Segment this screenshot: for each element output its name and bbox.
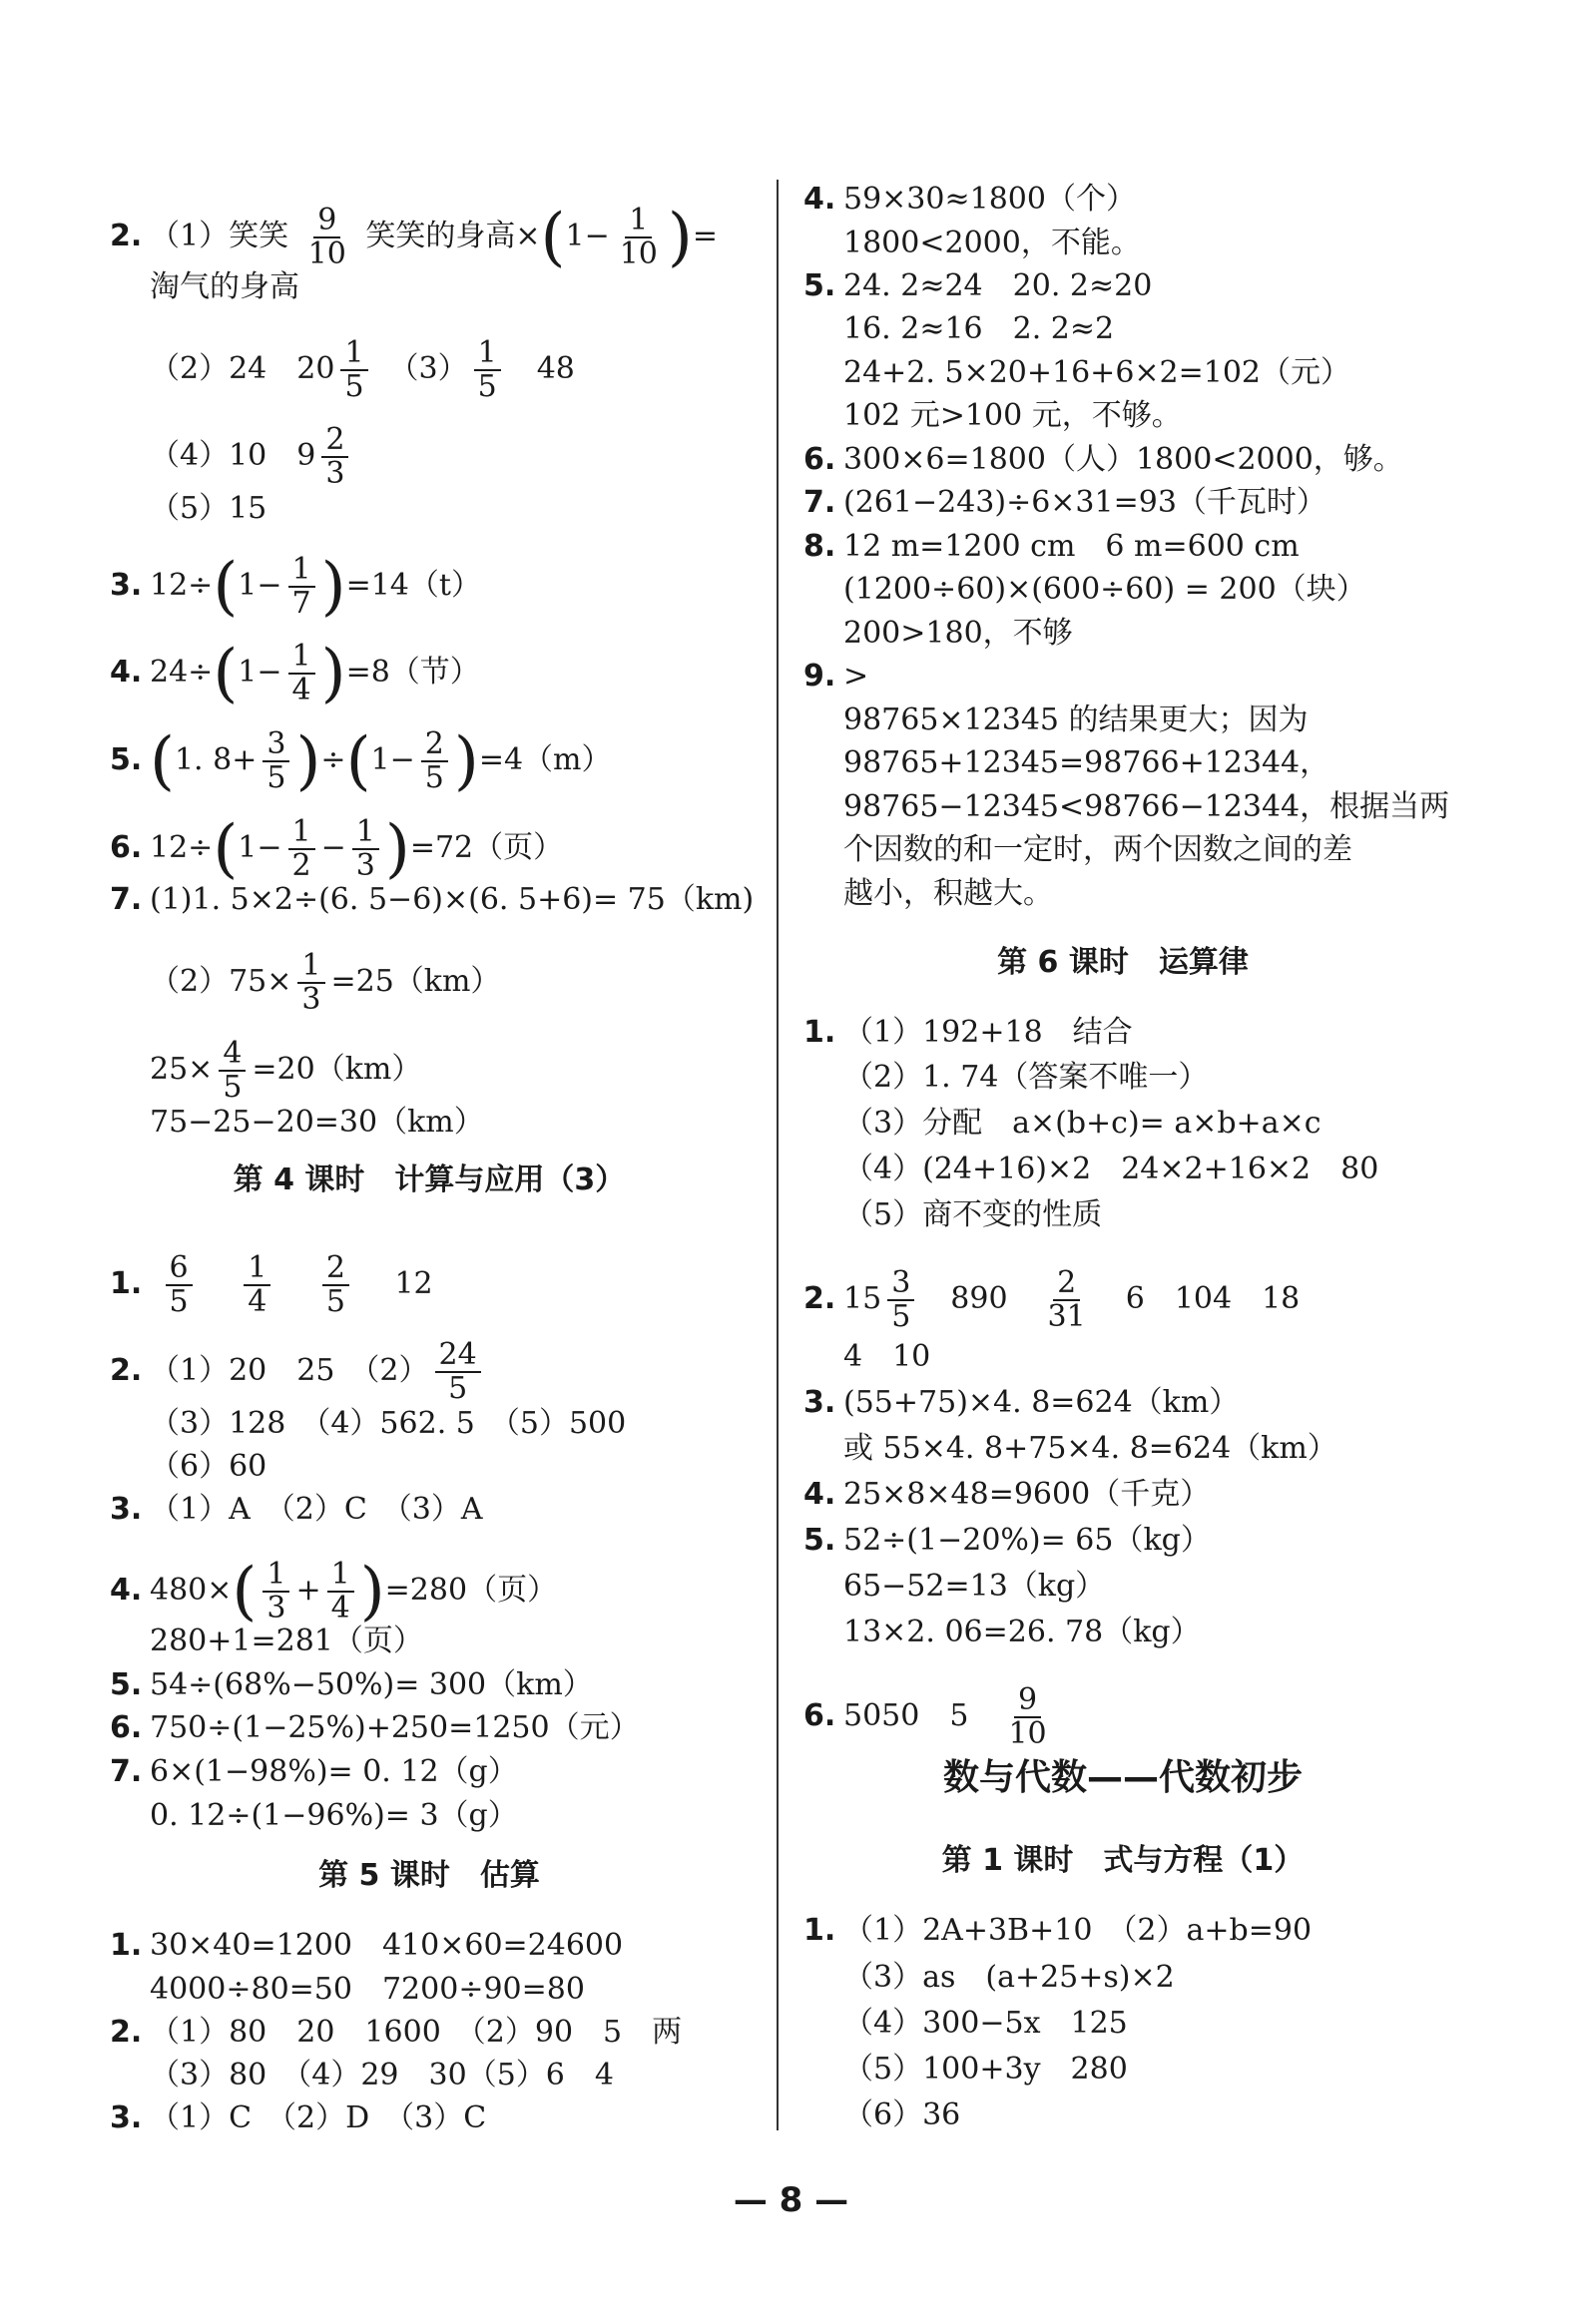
section6-answer-6: 6. 5050 5 $\frac{9}{10}$ bbox=[803, 1684, 1057, 1750]
answer-2-part-1-cont: 淘气的身高 bbox=[150, 269, 299, 304]
answer-5-line-3: 24+2. 5×20+16+6×2=102（元） bbox=[843, 355, 1351, 390]
fraction: $\frac{2}{3}$ bbox=[321, 424, 348, 490]
algebra-answer-1-line-5: （6）36 bbox=[843, 2097, 961, 2132]
fraction: $\frac{6}{5}$ bbox=[166, 1252, 193, 1318]
section5-answer-1: 1. 30×40=1200 410×60=24600 bbox=[110, 1928, 624, 1963]
answer-2-part-1: 2. （1）笑笑 $\frac{9}{10}$ 笑笑的身高×(1− $\frac{1}{10}$ )= bbox=[110, 201, 719, 274]
section4-answer-3: 3. （1）A （2）C （3）A bbox=[110, 1492, 483, 1527]
section6-answer-2: 2. 15 $\frac{3}{5}$ 890 $\frac{2}{31}$ 6 104 18 bbox=[803, 1265, 1301, 1334]
answer-4-line-2: 1800<2000，不能。 bbox=[843, 226, 1141, 260]
fraction: $\frac{9}{10}$ bbox=[307, 203, 346, 271]
answer-9-line-5: 个因数的和一定时，两个因数之间的差 bbox=[843, 832, 1352, 867]
section6-answer-4: 4. 25×8×48=9600（千克） bbox=[803, 1477, 1211, 1512]
fraction: $\frac{4}{5}$ bbox=[219, 1038, 246, 1104]
section6-answer-5-line-3: 13×2. 06=26. 78（kg） bbox=[843, 1615, 1201, 1649]
fraction: $\frac{2}{5}$ bbox=[421, 728, 448, 794]
section6-answer-2-line-2: 4 10 bbox=[843, 1339, 931, 1374]
answer-9-line-3: 98765+12345=98766+12344， bbox=[843, 745, 1330, 780]
fraction: $\frac{1}{3}$ bbox=[263, 1559, 289, 1625]
section4-answer-7-line-2: 0. 12÷(1−96%)= 3（g） bbox=[150, 1798, 518, 1833]
fraction: $\frac{24}{5}$ bbox=[435, 1339, 481, 1405]
answer-2-part-2: （2）24 20 $\frac{1}{5}$ （3） $\frac{1}{5}$ 48 bbox=[150, 335, 575, 404]
section5-answer-2-line-2: （3）80 （4）29 30（5）6 4 bbox=[150, 2058, 614, 2092]
fraction: $\frac{1}{3}$ bbox=[352, 816, 379, 882]
section6-answer-1-line-3: （3）分配 a×(b+c)= a×b+a×c bbox=[843, 1106, 1321, 1141]
fraction: $\frac{2}{31}$ bbox=[1047, 1265, 1086, 1334]
fraction: $\frac{1}{5}$ bbox=[340, 337, 367, 403]
answer-8-line-2: (1200÷60)×(600÷60) = 200（块） bbox=[843, 572, 1366, 607]
algebra-answer-1-line-2: （3）as (a+25+s)×2 bbox=[843, 1960, 1175, 1995]
section6-answer-1-line-2: （2）1. 74（答案不唯一） bbox=[843, 1060, 1209, 1095]
answer-8-line-3: 200>180，不够 bbox=[843, 616, 1073, 651]
answer-7: 7. (261−243)÷6×31=93（千瓦时） bbox=[803, 485, 1326, 520]
chapter-heading: 数与代数——代数初步 bbox=[942, 1757, 1303, 1798]
section5-answer-2: 2. （1）80 20 1600 （2）90 5 两 bbox=[110, 2015, 683, 2050]
fraction: $\frac{1}{4}$ bbox=[288, 641, 315, 706]
section6-answer-5-line-2: 65−52=13（kg） bbox=[843, 1569, 1106, 1604]
answer-5-line-4: 102 元>100 元，不够。 bbox=[843, 398, 1182, 433]
answer-9-line-6: 越小，积越大。 bbox=[843, 876, 1053, 911]
fraction: $\frac{1}{7}$ bbox=[288, 554, 315, 620]
algebra-answer-1-line-4: （5）100+3y 280 bbox=[843, 2052, 1128, 2087]
section4-answer-2-line-2: （3）128 （4）562. 5 （5）500 bbox=[150, 1406, 627, 1441]
answer-6: 6. 300×6=1800（人）1800<2000，够。 bbox=[803, 442, 1403, 477]
answer-9-line-2: 98765×12345 的结果更大；因为 bbox=[843, 702, 1309, 737]
section4-answer-2-line-3: （6）60 bbox=[150, 1449, 267, 1484]
answer-4: 4. 59×30≈1800（个） bbox=[803, 182, 1136, 217]
section4-answer-1: 1. $\frac{6}{5}$ $\frac{1}{4}$ $\frac{2}{5}$ 12 bbox=[110, 1250, 433, 1319]
fraction: $\frac{1}{5}$ bbox=[474, 337, 501, 403]
column-divider bbox=[777, 180, 779, 2130]
section6-answer-3-line-2: 或 55×4. 8+75×4. 8=624（km） bbox=[843, 1431, 1337, 1466]
fraction: $\frac{3}{5}$ bbox=[263, 728, 289, 794]
section-heading: 第 6 课时 运算律 bbox=[997, 945, 1249, 980]
section6-answer-3: 3. (55+75)×4. 8=624（km） bbox=[803, 1385, 1240, 1420]
answer-5: 5. 24. 2≈24 20. 2≈20 bbox=[803, 268, 1153, 303]
fraction: $\frac{9}{10}$ bbox=[1008, 1682, 1047, 1751]
answer-2-part-5: （5）15 bbox=[150, 491, 267, 526]
fraction: $\frac{1}{4}$ bbox=[244, 1252, 270, 1318]
algebra-answer-1: 1. （1）2A+3B+10 （2）a+b=90 bbox=[803, 1913, 1313, 1948]
answer-3: 3. 12÷(1− $\frac{1}{7}$ )=14（t） bbox=[110, 550, 481, 624]
answer-9-line-4: 98765−12345<98766−12344，根据当两 bbox=[843, 789, 1450, 824]
answer-5: 5. (1. 8+ $\frac{3}{5}$ )÷(1− $\frac{2}{5}$ )=4（m） bbox=[110, 724, 612, 798]
section-heading: 第 1 课时 式与方程（1） bbox=[941, 1843, 1305, 1878]
fraction: $\frac{2}{5}$ bbox=[322, 1252, 349, 1318]
answer-4: 4. 24÷(1− $\frac{1}{4}$ )=8（节） bbox=[110, 637, 480, 710]
section4-answer-7: 7. 6×(1−98%)= 0. 12（g） bbox=[110, 1754, 518, 1789]
fraction: $\frac{1}{2}$ bbox=[288, 816, 315, 882]
answer-6: 6. 12÷(1− $\frac{1}{2}$ − $\frac{1}{3}$ )=72（页） bbox=[110, 812, 564, 886]
section4-answer-5: 5. 54÷(68%−50%)= 300（km） bbox=[110, 1667, 593, 1702]
section6-answer-1-line-4: （4）(24+16)×2 24×2+16×2 80 bbox=[843, 1152, 1379, 1186]
section6-answer-5: 5. 52÷(1−20%)= 65（kg） bbox=[803, 1523, 1211, 1558]
fraction: $\frac{1}{10}$ bbox=[619, 203, 658, 271]
answer-7-line-1: 7. (1)1. 5×2÷(6. 5−6)×(6. 5+6)= 75（km) bbox=[110, 882, 755, 917]
section4-answer-4-line-2: 280+1=281（页） bbox=[150, 1624, 423, 1658]
section5-answer-3: 3. （1）C （2）D （3）C bbox=[110, 2100, 487, 2135]
answer-8: 8. 12 m=1200 cm 6 m=600 cm bbox=[803, 529, 1300, 564]
section6-answer-1-line-5: （5）商不变的性质 bbox=[843, 1197, 1103, 1232]
answer-7-line-2: （2）75× $\frac{1}{3}$ =25（km） bbox=[150, 948, 501, 1017]
section-heading: 第 4 课时 计算与应用（3） bbox=[233, 1162, 626, 1197]
section4-answer-4: 4. 480×( $\frac{1}{3}$ + $\frac{1}{4}$ )=280（页） bbox=[110, 1555, 558, 1628]
page-number: — 8 — bbox=[733, 2180, 849, 2220]
question-number: 2. bbox=[110, 219, 143, 253]
algebra-answer-1-line-3: （4）300−5x 125 bbox=[843, 2006, 1128, 2041]
fraction: $\frac{1}{3}$ bbox=[297, 950, 324, 1016]
answer-7-line-3: 25× $\frac{4}{5}$ =20（km） bbox=[150, 1036, 422, 1105]
section5-answer-1-line-2: 4000÷80=50 7200÷90=80 bbox=[150, 1972, 585, 2007]
section-heading: 第 5 课时 估算 bbox=[318, 1858, 540, 1893]
section4-answer-2: 2. （1）20 25 （2） $\frac{24}{5}$ bbox=[110, 1339, 487, 1405]
answer-5-line-2: 16. 2≈16 2. 2≈2 bbox=[843, 311, 1115, 346]
section4-answer-6: 6. 750÷(1−25%)+250=1250（元） bbox=[110, 1710, 640, 1745]
fraction: $\frac{3}{5}$ bbox=[887, 1267, 914, 1333]
answer-7-line-4: 75−25−20=30（km） bbox=[150, 1105, 484, 1140]
answer-2-part-4: （4）10 9 $\frac{2}{3}$ bbox=[110, 424, 354, 490]
fraction: $\frac{1}{4}$ bbox=[327, 1559, 354, 1625]
answer-9: 9. > bbox=[803, 659, 869, 694]
section6-answer-1: 1. （1）192+18 结合 bbox=[803, 1015, 1133, 1050]
